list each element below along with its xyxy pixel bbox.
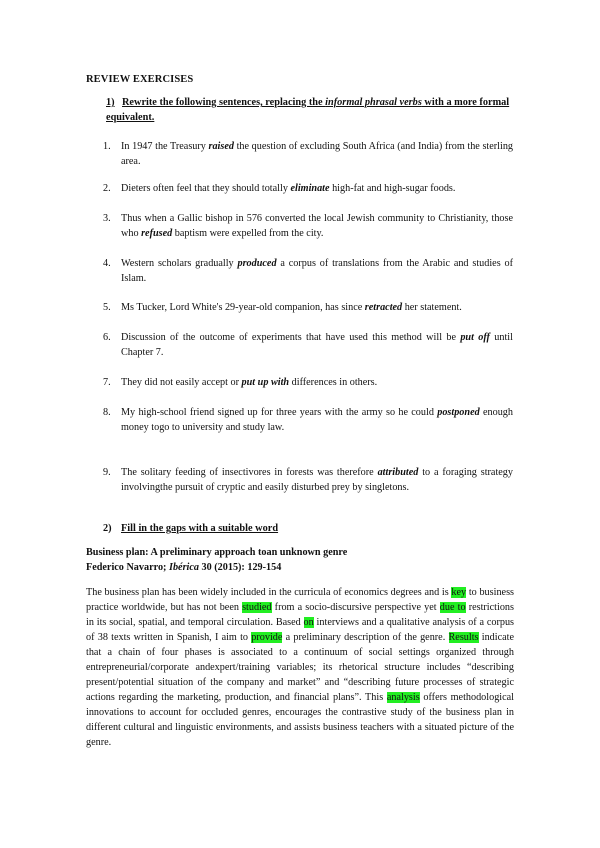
exercise-item-3: 3. Thus when a Gallic bishop in 576 converted the local Jewish community to Christianity, those who refused baptism were expelled from the city. <box>103 213 513 239</box>
section-1-text: Rewrite the following sentences, replacing the informal phrasal verbs with a more formal equivalent. <box>106 97 510 123</box>
abstract-paragraph <box>86 585 514 750</box>
exercise-item-9: 9. The solitary feeding of insectivores in forests was therefore attributed to a foraging strategy involvingthe pursuit of cryptic and easily disturbed prey by singletons. <box>103 467 513 493</box>
exercise-sentence: The solitary feeding of insectivores in forests was therefore attributed to a foraging strategy involvingthe pursuit of cryptic and easily disturbed prey by singletons. <box>121 467 513 493</box>
highlighted-gap-word: studied <box>242 602 272 613</box>
exercise-item-5: 5. Ms Tucker, Lord White's 29-year-old companion, has since retracted her statement. <box>103 300 513 315</box>
exercise-sentence: Ms Tucker, Lord White's 29-year-old companion, has since retracted her statement. <box>121 302 462 313</box>
exercise-sentence: Western scholars gradually produced a corpus of translations from the Arabic and studies of Islam. <box>121 258 513 284</box>
highlighted-gap-word: key <box>451 587 467 598</box>
abstract-text-segment: from a socio-discursive perspective yet <box>271 602 440 613</box>
abstract-text-segment: restrictions in its social, spatial, and temporal circulation. Based <box>86 602 514 628</box>
exercise-sentence: In 1947 the Treasury raised the question of excluding South Africa (and India) from the sterling area. <box>121 141 514 167</box>
section-1-instruction <box>106 95 516 125</box>
exercise-item-7: 7. They did not easily accept or put up with differences in others. <box>103 375 513 390</box>
abstract-text-segment: The business plan has been widely included in the curricula of economics degrees and is <box>86 587 452 598</box>
exercise-item-2: 2. Dieters often feel that they should totally eliminate high-fat and high-sugar foods. <box>103 181 513 196</box>
exercise-sentence: They did not easily accept or put up with differences in others. <box>121 377 378 388</box>
paper-author: Federico Navarro; <box>86 562 169 573</box>
exercise-item-6: 6. Discussion of the outcome of experiments that have used this method will be put off until Chapter 7. <box>103 332 513 358</box>
exercise-item-4: 4. Western scholars gradually produced a corpus of translations from the Arabic and studies of Islam. <box>103 258 513 284</box>
target-verb: raised <box>208 141 234 152</box>
journal-issue: 30 (2015): 129-154 <box>198 562 282 573</box>
exercise-item-1: 1. In 1947 the Treasury raised the question of excluding South Africa (and India) from the sterling area. <box>103 141 514 167</box>
section-2-number: 2) <box>103 523 112 534</box>
target-verb: retracted <box>364 302 403 313</box>
paper-citation <box>86 560 281 575</box>
abstract-text-segment: interviews and a qualitative analysis of a corpus of 38 texts written in Spanish, I aim to <box>86 617 515 643</box>
highlighted-gap-word: Results <box>448 632 479 643</box>
exercise-sentence: Thus when a Gallic bishop in 576 converted the local Jewish community to Christianity, those who refused baptism were expelled from the city. <box>121 213 513 239</box>
target-verb: postponed <box>437 407 480 418</box>
abstract-text-segment: a preliminary description of the genre. <box>282 632 449 643</box>
highlighted-gap-word: on <box>303 617 314 628</box>
target-verb: attributed <box>377 467 419 478</box>
journal-name: Ibérica <box>168 562 199 573</box>
highlighted-gap-word: due to <box>439 602 466 613</box>
section-2-text: Fill in the gaps with a suitable word <box>121 523 279 534</box>
highlighted-gap-word: analysis <box>386 692 420 703</box>
abstract-text-segment: to business practice worldwide, but has not been <box>86 587 514 613</box>
target-verb: produced <box>237 258 277 269</box>
exercise-item-8: 8. My high-school friend signed up for three years with the army so he could postponed enough money togo to university and study law. <box>103 407 513 433</box>
exercise-sentence: Dieters often feel that they should totally eliminate high-fat and high-sugar foods. <box>121 183 456 194</box>
paper-title: Business plan: A preliminary approach toan unknown genre <box>86 547 348 558</box>
page-heading: REVIEW EXERCISES <box>86 74 194 85</box>
section-1-number: 1) <box>106 97 115 108</box>
exercise-sentence: Discussion of the outcome of experiments that have used this method will be put off until Chapter 7. <box>121 332 513 358</box>
target-verb: eliminate <box>290 183 330 194</box>
exercise-sentence: My high-school friend signed up for three years with the army so he could postponed enough money togo to university and study law. <box>121 407 513 433</box>
target-verb: put off <box>460 332 490 343</box>
abstract-text-segment: indicate that a chain of four phases is associated to a continuum of social settings organized through entrepreneurial/corporate andexpert/training variables; its rhetorical structure includes “describing present/potential situation of the company and market” and “describing future processes of strategic actions regarding the marketing, production, and financial plans”. This <box>86 632 514 703</box>
target-verb: put up with <box>241 377 290 388</box>
highlighted-gap-word: provide <box>251 632 283 643</box>
target-verb: refused <box>141 228 173 239</box>
abstract-text-segment: offers methodological innovations to account for occluded genres, encourages the contrastive study of the business plan in different cultural and linguistic environments, and assists business teachers with a situated picture of the genre. <box>86 692 514 748</box>
section-2-instruction <box>103 521 278 536</box>
